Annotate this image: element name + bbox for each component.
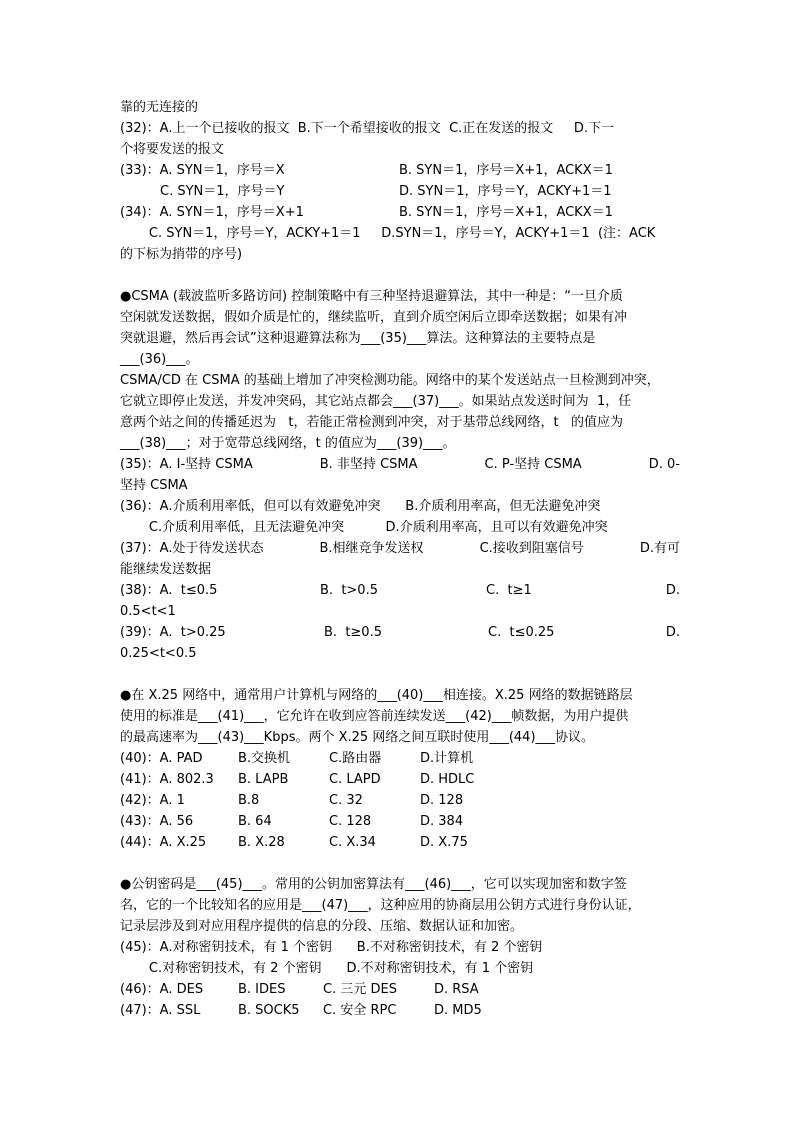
text-line: 坚持 CSMA xyxy=(120,478,188,493)
q39-option-d: D. xyxy=(665,625,680,640)
q42-option-a: (42)：A. 1 xyxy=(120,793,185,808)
paragraph-line: 使用的标准是___(41)___，它允许在收到应答前连续发送___(42)___帧数据，为用户提供 xyxy=(120,709,629,724)
q47-option-c: C. 安全 RPC xyxy=(323,1003,397,1018)
q47-option-a: (47)：A. SSL xyxy=(120,1003,201,1018)
text-line: 靠的无连接的 xyxy=(120,100,199,115)
q34-row-2: C. SYN＝1，序号＝Y，ACKY+1＝1 D.SYN＝1，序号＝Y，ACKY+1＝1 (注：ACK xyxy=(120,226,656,241)
q44-row xyxy=(120,832,680,853)
q38-row xyxy=(120,580,680,601)
paragraph-line: 空闲就发送数据，假如介质是忙的，继续监听，直到介质空闲后立即牵送数据；如果有冲 xyxy=(120,310,628,325)
document-page xyxy=(120,97,680,1021)
q32-options: (32)：A.上一个已接收的报文 B.下一个希望接收的报文 C.正在发送的报文 D.下一 xyxy=(120,121,615,136)
paragraph-line: CSMA/CD 在 CSMA 的基础上增加了冲突检测功能。网络中的某个发送站点一旦检测到冲突， xyxy=(120,373,660,388)
paragraph-line: ___(38)___；对于宽带总线网络，t 的值应为___(39)___。 xyxy=(120,436,456,451)
q35-option-c: C. P-坚持 CSMA xyxy=(484,457,582,472)
q40-option-a: (40)：A. PAD xyxy=(120,751,203,766)
q42-row xyxy=(120,790,680,811)
q39-option-c: C. t≤0.25 xyxy=(488,625,555,640)
q47-option-d: D. MD5 xyxy=(434,1003,482,1018)
q46-option-a: (46)：A. DES xyxy=(120,982,204,997)
q44-option-b: B. X.28 xyxy=(238,835,285,850)
paragraph-line: 名，它的一个比较知名的应用是___(47)___，这种应用的协商层用公钥方式进行身份认证， xyxy=(120,898,641,913)
q37-option-b: B.相继竞争发送权 xyxy=(319,541,424,556)
q37-option-c: C.接收到阻塞信号 xyxy=(479,541,584,556)
q43-row xyxy=(120,811,680,832)
q41-option-c: C. LAPD xyxy=(329,772,381,787)
q38-option-a: (38)：A. t≤0.5 xyxy=(120,583,218,598)
q34-row-1 xyxy=(120,202,680,223)
q39-option-b: B. t≥0.5 xyxy=(324,625,382,640)
q36-row-2: C.介质利用率低，且无法避免冲突 D.介质利用率高，且可以有效避免冲突 xyxy=(120,520,608,535)
q38-option-d: D. xyxy=(665,583,680,598)
text-line: 的下标为捎带的序号) xyxy=(120,247,243,262)
paragraph-line: 记录层涉及到对应用程序提供的信息的分段、压缩、数据认证和加密。 xyxy=(120,919,524,934)
q36-row-1: (36)：A.介质利用率低，但可以有效避免冲突 B.介质利用率高，但无法避免冲突 xyxy=(120,499,601,514)
q45-row-2: C.对称密钥技术，有 2 个密钥 D.不对称密钥技术，有 1 个密钥 xyxy=(120,961,534,976)
q43-option-c: C. 128 xyxy=(329,814,372,829)
q46-option-d: D. RSA xyxy=(434,982,479,997)
q43-option-a: (43)：A. 56 xyxy=(120,814,194,829)
q41-row xyxy=(120,769,680,790)
q33-option-a: (33)：A. SYN＝1，序号＝X xyxy=(120,163,285,178)
q42-option-b: B.8 xyxy=(238,793,260,808)
q35-option-a: (35)：A. I-坚持 CSMA xyxy=(120,457,253,472)
q33-row-2 xyxy=(120,181,680,202)
q41-option-b: B. LAPB xyxy=(238,772,289,787)
q44-option-a: (44)：A. X.25 xyxy=(120,835,207,850)
text-line: 0.5<t<1 xyxy=(120,604,176,619)
q45-row-1: (45)：A.对称密钥技术，有 1 个密钥 B.不对称密钥技术，有 2 个密钥 xyxy=(120,940,543,955)
text-line: 0.25<t<0.5 xyxy=(120,646,197,661)
q41-option-a: (41)：A. 802.3 xyxy=(120,772,214,787)
q37-option-a: (37)：A.处于待发送状态 xyxy=(120,541,264,556)
q33-row-1 xyxy=(120,160,680,181)
q41-option-d: D. HDLC xyxy=(420,772,475,787)
q39-row xyxy=(120,622,680,643)
q40-option-d: D.计算机 xyxy=(420,751,474,766)
paragraph-line: ●在 X.25 网络中，通常用户计算机与网络的___(40)___相连接。X.25 网络的数据链路层 xyxy=(120,688,633,703)
q40-option-b: B.交换机 xyxy=(238,751,291,766)
q47-option-b: B. SOCK5 xyxy=(238,1003,300,1018)
q37-option-d: D.有可 xyxy=(639,541,680,556)
paragraph-line: 突就退避，然后再会试”这种退避算法称为___(35)___算法。这种算法的主要特点是 xyxy=(120,331,596,346)
q38-option-c: C. t≥1 xyxy=(486,583,532,598)
q46-option-b: B. IDES xyxy=(238,982,286,997)
text-line: 个将要发送的报文 xyxy=(120,142,225,157)
q44-option-c: C. X.34 xyxy=(329,835,376,850)
q33-option-d: D. SYN＝1，序号＝Y，ACKY+1＝1 xyxy=(399,184,612,199)
text-line: 能继续发送数据 xyxy=(120,562,212,577)
q39-option-a: (39)：A. t>0.25 xyxy=(120,625,226,640)
q42-option-d: D. 128 xyxy=(420,793,464,808)
q35-option-d: D. 0- xyxy=(648,457,680,472)
q35-option-b: B. 非坚持 CSMA xyxy=(319,457,418,472)
paragraph-line: ___(36)___。 xyxy=(120,352,199,367)
q33-option-c: C. SYN＝1，序号＝Y xyxy=(160,184,285,199)
q46-row xyxy=(120,979,680,1000)
q35-row xyxy=(120,454,680,475)
paragraph-line: 意两个站之间的传播延迟为 t，若能正常检测到冲突，对于基带总线网络，t 的值应为 xyxy=(120,415,623,430)
paragraph-line: ●公钥密码是___(45)___。常用的公钥加密算法有___(46)___，它可以实现加密和数字签 xyxy=(120,877,627,892)
q34-option-a: (34)：A. SYN＝1，序号＝X+1 xyxy=(120,205,304,220)
q44-option-d: D. X.75 xyxy=(420,835,468,850)
q42-option-c: C. 32 xyxy=(329,793,363,808)
q43-option-b: B. 64 xyxy=(238,814,272,829)
q40-row xyxy=(120,748,680,769)
paragraph-line: 它就立即停止发送，并发冲突码，其它站点都会___(37)___。如果站点发送时间为 1，任 xyxy=(120,394,632,409)
q46-option-c: C. 三元 DES xyxy=(323,982,397,997)
q38-option-b: B. t>0.5 xyxy=(320,583,378,598)
q47-row xyxy=(120,1000,680,1021)
q40-option-c: C.路由器 xyxy=(329,751,382,766)
q33-option-b: B. SYN＝1，序号＝X+1，ACKX＝1 xyxy=(399,163,613,178)
paragraph-line: 的最高速率为___(43)___Kbps。两个 X.25 网络之间互联时使用___(44)___协议。 xyxy=(120,730,595,745)
q43-option-d: D. 384 xyxy=(420,814,464,829)
q34-option-b: B. SYN＝1，序号＝X+1，ACKX＝1 xyxy=(399,205,613,220)
q37-row xyxy=(120,538,680,559)
paragraph-line: ●CSMA (载波监听多路访问) 控制策略中有三种坚持退避算法，其中一种是：“一旦介质 xyxy=(120,289,623,304)
